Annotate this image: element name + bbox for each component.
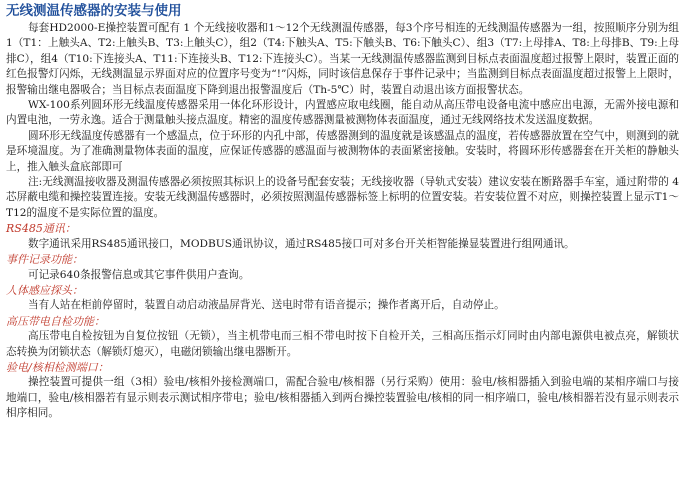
event-log-text: 可记录640条报警信息或其它事件供用户查询。 bbox=[28, 268, 250, 281]
wireless-note: 注:无线测温接收器及测温传感器必须按照其标识上的设备号配套安装；无线接收器（导轨式安装）建议安装在断路器手车室，通过附带的 4 芯屏蔽电缆和操控装置连接。安装无线测温传感器时，必须按照测温传感器标签上标明的位置安装。若安装位置不对应，则操控装置上显示T1～T12的温度不是实际位置的温度。 bbox=[6, 176, 679, 219]
page-title: 无线测温传感器的安装与使用 bbox=[6, 3, 182, 19]
body-sensing-text: 当有人站在柜前停留时，装置自动启动液晶屏背光、送电时带有语音提示；操作者离开后，自动停止。 bbox=[28, 299, 505, 312]
rs485-text: 数字通讯采用RS485通讯接口，MODBUS通讯协议，通过RS485接口可对多台开关柜智能操显装置进行组网通讯。 bbox=[28, 237, 575, 250]
rs485-heading: RS485通讯： bbox=[6, 222, 76, 236]
hv-self-check-heading: 高压带电自检功能： bbox=[6, 314, 105, 328]
event-log-heading: 事件记录功能： bbox=[6, 253, 83, 267]
wireless-paragraph-1: 每套HD2000-E操控装置可配有 1 个无线接收器和1～12个无线测温传感器，每3个序号相连的无线测温传感器为一组，按照顺序分别为组1（T1：上触头A、T2:上触头B、T3:上触头C），组2（T4:下触头A、T5:下触头B、T6:下触头C）、组3（T7:上母排A、T8:上母排B、T9:上母排C），组4（T10:下连接头A、T11:下连接头B、T12:下连接头C）。当某一无线测温传感器监测到目标点表面温度超过报警上限时，装置正面的红色报警灯闪烁，无线测温显示界面对应的位置序号变为“!”闪烁，同时该信息保存于事件记录中；当监测到目标点表面温度超过报警上上限时，报警输出继电器吸合；当目标点表面温度下降到退出报警温度后（Th-5℃）时，装置自动退出该方面报警状态。 bbox=[6, 22, 679, 96]
wireless-paragraph-2: WX-100系列圆环形无线温度传感器采用一体化环形设计，内置感应取电线圈，能自动从高压带电设备电流中感应出电源，无需外接电源和内置电池，一劳永逸。适合于测量触头接点温度。精密的温度传感器测量被测物体表面温度，通过无线网络技术发送温度数据。 bbox=[6, 99, 679, 127]
wireless-paragraph-3: 圆环形无线温度传感器有一个感温点，位于环形的内孔中部，传感器测到的温度就是该感温点的温度，若传感器放置在空气中，则测到的就是环境温度。为了准确测量物体表面的温度，应保证传感器的感温面与被测物体的表面紧密接触。安装时，将圆环形传感器套在开关柜的静触头上，推入触头盒底部即可 bbox=[6, 129, 679, 173]
phase-port-heading: 验电/核相检测端口： bbox=[6, 360, 109, 374]
hv-self-check-text: 高压带电自检按钮为自复位按钮（无锁），当主机带电而三相不带电时按下自检开关，三相高压指示灯同时由内部电源供电被点亮，解锁状态转换为闭锁状态（解锁灯熄灭），电磁闭锁输出继电器断开。 bbox=[6, 330, 679, 358]
phase-port-text: 操控装置可提供一组（3相）验电/核相外接检测端口，需配合验电/核相器（另行采购）使用：验电/核相器插入到验电端的某相序端口与接地端口，验电/核相器若有显示则表示测试相序带电；验电/核相器插入到两台操控装置验电/核相的同一相序端口，验电/核相器若没有显示则表示相序相同。 bbox=[6, 376, 679, 420]
body-sensing-heading: 人体感应探头： bbox=[6, 283, 83, 297]
